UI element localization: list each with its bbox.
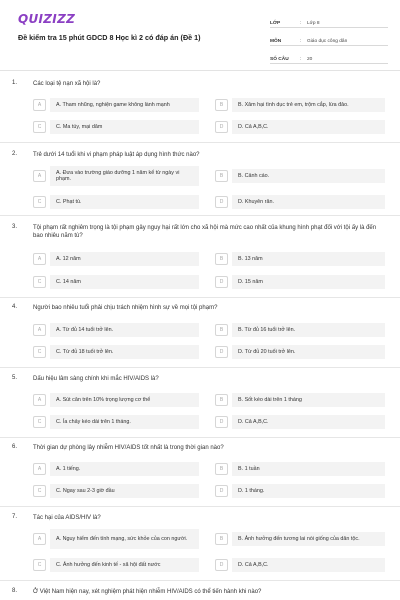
meta-colon: : — [300, 39, 302, 44]
option-letter-badge: B — [215, 99, 228, 111]
option-a[interactable] — [33, 462, 199, 476]
option-text: B. Từ đủ 16 tuổi trở lên. — [232, 323, 385, 337]
option-text: C. Phạt tù. — [50, 195, 199, 209]
option-letter-badge: B — [215, 394, 228, 406]
option-a[interactable] — [33, 393, 199, 407]
option-text: A. Từ đủ 14 tuổi trở lên. — [50, 323, 199, 337]
meta-row-class — [270, 13, 388, 28]
option-text: B. 1 tuần — [232, 462, 385, 476]
option-d[interactable] — [215, 415, 385, 429]
option-letter-badge: C — [33, 276, 46, 288]
option-c[interactable] — [33, 275, 199, 289]
meta-value: Giáo dục công dân — [307, 39, 348, 44]
option-letter-badge: A — [33, 463, 46, 475]
option-text: D. Cả A,B,C. — [232, 120, 385, 134]
option-text: B. Ảnh hưởng đến tương lai nòi giống của dân tộc. — [232, 532, 385, 546]
option-letter-badge: B — [215, 463, 228, 475]
option-letter-badge: A — [33, 533, 46, 545]
meta-value: 20 — [307, 57, 313, 62]
option-c[interactable] — [33, 484, 199, 498]
option-letter-badge: D — [215, 196, 228, 208]
option-a[interactable] — [33, 529, 199, 549]
option-text: C. Ngay sau 2-3 giờ đầu — [50, 484, 199, 498]
option-c[interactable] — [33, 345, 199, 359]
option-text: C. Ảnh hưởng đến kinh tế - xã hội đất nước — [50, 558, 199, 572]
meta-row-subject — [270, 31, 388, 46]
option-c[interactable] — [33, 558, 199, 572]
meta-value: Lớp 8 — [307, 21, 320, 26]
option-letter-badge: C — [33, 346, 46, 358]
option-letter-badge: D — [215, 276, 228, 288]
question-text: Dấu hiệu lâm sàng chính khi mắc HIV/AIDS là? — [33, 376, 159, 382]
option-d[interactable] — [215, 345, 385, 359]
question-text: Thời gian dự phòng lây nhiễm HIV/AIDS tốt nhất là trong thời gian nào? — [33, 445, 224, 451]
option-text: C. Ỉa chảy kéo dài trên 1 tháng. — [50, 415, 199, 429]
option-letter-badge: D — [215, 559, 228, 571]
option-letter-badge: D — [215, 485, 228, 497]
meta-colon: : — [300, 57, 302, 62]
option-b[interactable] — [215, 98, 385, 112]
question-number: 5. — [12, 375, 18, 381]
meta-box — [270, 13, 388, 67]
question-text: Tội phạm rất nghiêm trọng là tội phạm gây nguy hại rất lớn cho xã hội mà mức cao nhất của khung hình phạt đối với tội ấy là đến bao nhiêu năm tù? — [33, 225, 377, 239]
option-text: B. Cảnh cáo. — [232, 169, 385, 183]
option-text: D. 15 năm — [232, 275, 385, 289]
option-d[interactable] — [215, 558, 385, 572]
option-letter-badge: B — [215, 170, 228, 182]
option-c[interactable] — [33, 120, 199, 134]
question-number: 7. — [12, 514, 18, 520]
option-letter-badge: A — [33, 99, 46, 111]
option-d[interactable] — [215, 275, 385, 289]
option-text: C. Ma túy, mại dâm — [50, 120, 199, 134]
question-number: 1. — [12, 80, 18, 86]
option-letter-badge: C — [33, 196, 46, 208]
option-b[interactable] — [215, 462, 385, 476]
option-letter-badge: C — [33, 416, 46, 428]
question-divider — [0, 580, 400, 581]
option-text: A. Tham nhũng, nghiện game không lành mạnh — [50, 98, 199, 112]
question-text: Ở Việt Nam hiện nay, xét nghiệm phát hiện nhiễm HIV/AIDS có thể tiến hành khi nào? — [33, 589, 262, 595]
option-text: C. 14 năm — [50, 275, 199, 289]
option-c[interactable] — [33, 195, 199, 209]
option-text: D. Cả A,B,C. — [232, 415, 385, 429]
option-letter-badge: C — [33, 485, 46, 497]
question-number: 2. — [12, 151, 18, 157]
option-letter-badge: D — [215, 416, 228, 428]
option-letter-badge: D — [215, 121, 228, 133]
option-d[interactable] — [215, 484, 385, 498]
option-text: B. Sốt kéo dài trên 1 tháng — [232, 393, 385, 407]
question-number: 6. — [12, 444, 18, 450]
option-letter-badge: A — [33, 170, 46, 182]
option-letter-badge: A — [33, 394, 46, 406]
meta-row-count — [270, 49, 388, 64]
option-letter-badge: A — [33, 253, 46, 265]
header-divider — [0, 70, 400, 71]
question-text: Người bao nhiêu tuổi phải chịu trách nhiệm hình sự về mọi tội phạm? — [33, 305, 218, 311]
option-text: A. Sút cân trên 10% trọng lượng cơ thể — [50, 393, 199, 407]
option-letter-badge: A — [33, 324, 46, 336]
question-divider — [0, 297, 400, 298]
question-text: Trẻ dưới 14 tuổi khi vi phạm pháp luật áp dụng hình thức nào? — [33, 152, 200, 158]
option-text: A. 12 năm — [50, 252, 199, 266]
option-letter-badge: B — [215, 253, 228, 265]
option-c[interactable] — [33, 415, 199, 429]
option-text: B. 13 năm — [232, 252, 385, 266]
option-b[interactable] — [215, 532, 385, 546]
question-number: 4. — [12, 304, 18, 310]
meta-key: LỚP — [270, 21, 281, 26]
option-b[interactable] — [215, 169, 385, 183]
quizizz-logo: QUIZIZZ — [18, 12, 76, 26]
option-text: B. Xâm hại tình dục trẻ em, trộm cắp, lừa đảo. — [232, 98, 385, 112]
option-text: A. Nguy hiểm đến tính mạng, sức khỏe của con người. — [50, 529, 199, 549]
option-a[interactable] — [33, 166, 199, 186]
document-title: Đề kiểm tra 15 phút GDCD 8 Học kì 2 có đáp án (Đề 1) — [18, 33, 201, 42]
option-a[interactable] — [33, 252, 199, 266]
option-text: A. Đưa vào trường giáo dưỡng 1 năm kể từ ngày vi phạm. — [50, 166, 199, 186]
option-b[interactable] — [215, 393, 385, 407]
option-text: D. Từ đủ 20 tuổi trở lên. — [232, 345, 385, 359]
option-text: D. Khuyên răn. — [232, 195, 385, 209]
question-number: 8. — [12, 588, 18, 594]
option-text: D. 1 tháng. — [232, 484, 385, 498]
option-text: A. 1 tiếng. — [50, 462, 199, 476]
question-divider — [0, 215, 400, 216]
option-letter-badge: C — [33, 559, 46, 571]
option-letter-badge: D — [215, 346, 228, 358]
question-divider — [0, 367, 400, 368]
option-text: D. Cả A,B,C. — [232, 558, 385, 572]
option-b[interactable] — [215, 323, 385, 337]
question-text: Tác hại của AIDS/HIV là? — [33, 515, 101, 521]
question-divider — [0, 142, 400, 143]
option-text: C. Từ đủ 18 tuổi trở lên. — [50, 345, 199, 359]
option-letter-badge: C — [33, 121, 46, 133]
meta-colon: : — [300, 21, 302, 26]
option-d[interactable] — [215, 195, 385, 209]
question-divider — [0, 437, 400, 438]
option-letter-badge: B — [215, 324, 228, 336]
question-divider — [0, 506, 400, 507]
question-number: 3. — [12, 224, 18, 230]
option-d[interactable] — [215, 120, 385, 134]
option-b[interactable] — [215, 252, 385, 266]
question-text: Các loại tệ nạn xã hội là? — [33, 81, 101, 87]
meta-key: MÔN — [270, 39, 282, 44]
option-a[interactable] — [33, 323, 199, 337]
meta-key: SỐ CÂU — [270, 57, 289, 62]
option-a[interactable] — [33, 98, 199, 112]
option-letter-badge: B — [215, 533, 228, 545]
